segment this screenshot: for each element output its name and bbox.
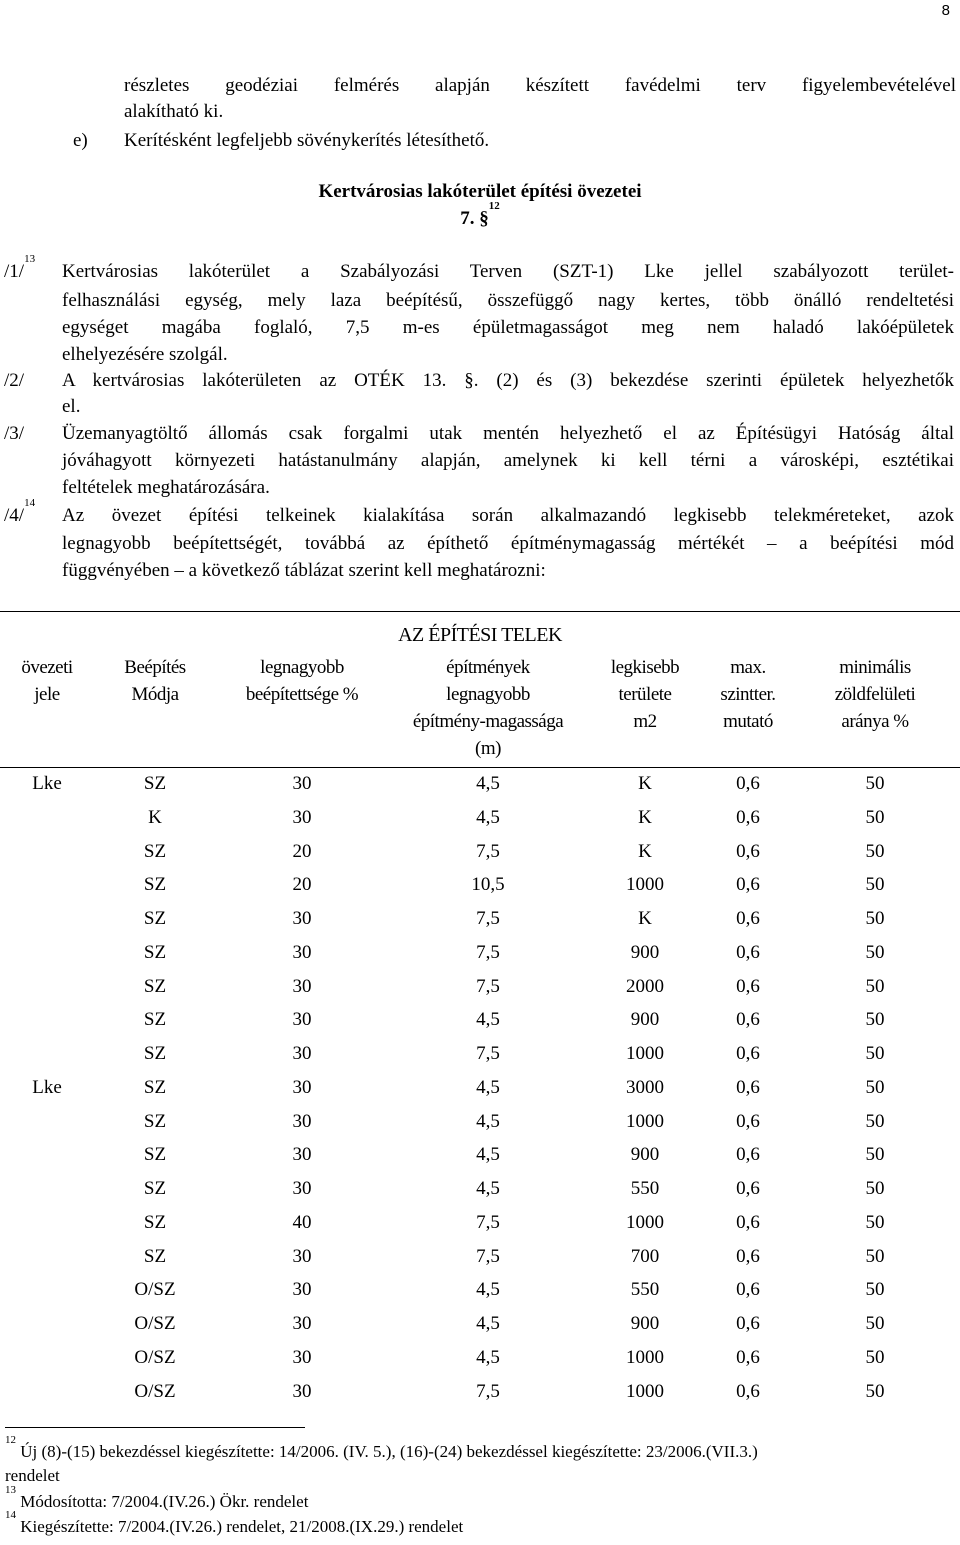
table-cell: 40 xyxy=(292,1211,312,1233)
paragraph-line: elhelyezésére szolgál. xyxy=(62,344,228,365)
table-cell: 0,6 xyxy=(736,1110,760,1132)
table-header-cell: területe xyxy=(618,684,672,705)
table-cell: 1000 xyxy=(626,1043,664,1064)
table-cell: 0,6 xyxy=(736,1076,760,1098)
paragraph-sign xyxy=(420,200,540,230)
footnote-number: 13 xyxy=(5,1484,16,1496)
paragraph-line: Kertvárosias lakóterület a Szabályozási Terven (SZT-1) Lke jellel szabályozott terület- xyxy=(62,261,954,282)
table-cell: 50 xyxy=(865,1144,885,1166)
table-cell: 0,6 xyxy=(736,1043,760,1064)
table-group-title: AZ ÉPÍTÉSI TELEK xyxy=(398,624,562,646)
table-cell: SZ xyxy=(143,1009,167,1031)
table-cell: 50 xyxy=(865,1380,885,1402)
table-header-cell: építmény-magassága xyxy=(412,711,564,732)
table-cell: 4,5 xyxy=(476,1009,500,1031)
table-cell: 50 xyxy=(865,1178,885,1199)
table-header-cell: legnagyobb xyxy=(260,657,344,678)
table-header-cell: legnagyobb xyxy=(446,684,530,705)
table-header-cell: minimális xyxy=(839,657,911,678)
table-cell: 0,6 xyxy=(736,1211,760,1233)
table-cell: SZ xyxy=(143,1043,167,1064)
table-cell: 30 xyxy=(292,806,312,828)
table-cell: 50 xyxy=(865,773,885,794)
table-cell: 50 xyxy=(865,840,885,862)
table-cell: SZ xyxy=(143,908,167,929)
table-header-cell: zöldfelületi xyxy=(834,684,916,705)
table-cell: 4,5 xyxy=(476,773,500,794)
table-cell: 4,5 xyxy=(476,1346,500,1368)
paragraph-line: A kertvárosias lakóterületen az OTÉK 13. §. (2) és (3) bekezdése szerinti épületek helyezhetők xyxy=(62,370,954,391)
table-cell: 4,5 xyxy=(476,1279,500,1301)
table-cell: Lke xyxy=(32,1076,62,1098)
table-cell: 0,6 xyxy=(736,941,760,963)
footnote-number: 12 xyxy=(5,1434,16,1446)
table-cell: 7,5 xyxy=(476,908,500,929)
table-cell: 0,6 xyxy=(736,908,760,929)
table-cell: O/SZ xyxy=(134,1279,176,1301)
table-cell: 50 xyxy=(865,1211,885,1233)
footnote: $^{14}$ Kiegészítette: 7/2004.(IV.26.) rendelet, 21/2008.(IX.29.) rendelet xyxy=(5,1509,464,1536)
table-cell: SZ xyxy=(143,1110,167,1132)
table-cell: 4,5 xyxy=(476,1313,500,1334)
table-cell: 7,5 xyxy=(476,1245,500,1267)
table-cell: 7,5 xyxy=(476,1380,500,1402)
table-header-rule xyxy=(0,767,960,768)
table-cell: 30 xyxy=(292,1009,312,1031)
paragraph-line: egységet magába foglaló, 7,5 m-es épületmagasságot meg nem haladó lakóépületek xyxy=(62,317,954,338)
table-cell: O/SZ xyxy=(134,1346,176,1368)
intro-line-1: részletes geodéziai felmérés alapján készített favédelmi terv figyelembevételével xyxy=(124,75,956,96)
table-cell: 3000 xyxy=(626,1076,664,1098)
table-header-cell: max. xyxy=(730,657,766,678)
table-cell: O/SZ xyxy=(134,1313,176,1334)
table-cell: 0,6 xyxy=(736,1009,760,1031)
paragraph-footnote-ref: 13 xyxy=(24,253,36,265)
table-header-cell: Módja xyxy=(131,684,179,705)
item-e-text: Kerítésként legfeljebb sövénykerítés létesíthető. xyxy=(124,130,490,151)
section-title: Kertvárosias lakóterület építési övezetei xyxy=(318,181,642,202)
table-cell: 50 xyxy=(865,1076,885,1098)
paragraph-line: el. xyxy=(62,396,81,417)
table-cell: 20 xyxy=(292,874,312,896)
table-header-cell: legkisebb xyxy=(610,657,680,678)
table-cell: O/SZ xyxy=(134,1380,176,1402)
item-e-label: e) xyxy=(73,130,88,151)
table-cell: 7,5 xyxy=(476,941,500,963)
table-cell: SZ xyxy=(143,840,167,862)
table-cell: 30 xyxy=(292,1110,312,1132)
table-cell: 30 xyxy=(292,1245,312,1267)
table-cell: 900 xyxy=(630,1313,660,1334)
table-cell: 0,6 xyxy=(736,975,760,997)
table-cell: 50 xyxy=(865,1346,885,1368)
paragraph-line: felhasználási egység, mely laza beépítésű, összefüggő nagy kertes, több önálló rendeltetési xyxy=(62,290,954,311)
table-cell: 1000 xyxy=(626,874,664,896)
footnote-separator xyxy=(5,1427,305,1428)
table-cell: 7,5 xyxy=(476,975,500,997)
table-cell: 30 xyxy=(292,1313,312,1334)
table-cell: 50 xyxy=(865,975,885,997)
table-cell: K xyxy=(638,840,652,862)
table-cell: 1000 xyxy=(626,1211,664,1233)
table-cell: SZ xyxy=(143,975,167,997)
table-cell: 1000 xyxy=(626,1380,664,1402)
table-cell: 7,5 xyxy=(476,1211,500,1233)
table-cell: 900 xyxy=(630,1144,660,1166)
table-header-cell: Beépítés xyxy=(124,657,186,678)
table-cell: SZ xyxy=(143,773,167,794)
table-cell: 700 xyxy=(630,1245,660,1267)
paragraph-label: /1/$^{13}$ xyxy=(4,253,36,282)
table-cell: SZ xyxy=(143,1245,167,1267)
paragraph-line: Üzemanyagtöltő állomás csak forgalmi utak mentén helyezhető el az Építésügyi Hatóság által xyxy=(62,423,954,444)
table-cell: SZ xyxy=(143,874,167,896)
table-cell: 1000 xyxy=(626,1110,664,1132)
paragraph-label: /3/ xyxy=(4,423,25,444)
table-cell: SZ xyxy=(143,1144,167,1166)
intro-line-2: alakítható ki. xyxy=(124,101,224,122)
table-cell: 30 xyxy=(292,1178,312,1199)
table-cell: 0,6 xyxy=(736,1144,760,1166)
table-header-cell: beépítettsége % xyxy=(245,684,359,705)
table-cell: K xyxy=(148,806,162,828)
table-cell: K xyxy=(638,773,652,794)
table-cell: 900 xyxy=(630,941,660,963)
paragraph-label: /2/ xyxy=(4,370,25,391)
table-cell: SZ xyxy=(143,941,167,963)
table-header-cell: aránya % xyxy=(841,711,909,732)
table-cell: 30 xyxy=(292,908,312,929)
table-cell: 50 xyxy=(865,941,885,963)
table-cell: 30 xyxy=(292,1279,312,1301)
paragraph-footnote-ref: 14 xyxy=(24,497,36,509)
table-cell: 30 xyxy=(292,1346,312,1368)
footnote: $^{13}$ Módosította: 7/2004.(IV.26.) Ökr. rendelet xyxy=(5,1484,309,1511)
table-header-cell: jele xyxy=(34,684,60,705)
table-cell: 0,6 xyxy=(736,840,760,862)
table-header-cell: m2 xyxy=(633,711,657,732)
table-cell: 4,5 xyxy=(476,1178,500,1199)
table-cell: 0,6 xyxy=(736,1313,760,1334)
table-cell: 30 xyxy=(292,773,312,794)
table-cell: 4,5 xyxy=(476,1144,500,1166)
table-cell: 50 xyxy=(865,908,885,929)
table-cell: 4,5 xyxy=(476,1110,500,1132)
table-cell: 20 xyxy=(292,840,312,862)
table-cell: SZ xyxy=(143,1076,167,1098)
page-number: 8 xyxy=(941,2,950,19)
table-cell: 30 xyxy=(292,975,312,997)
table-cell: 50 xyxy=(865,1245,885,1267)
table-top-rule xyxy=(0,611,960,612)
table-cell: 30 xyxy=(292,1144,312,1166)
table-cell: 4,5 xyxy=(476,1076,500,1098)
table-cell: Lke xyxy=(32,773,62,794)
table-cell: 50 xyxy=(865,1110,885,1132)
table-cell: 30 xyxy=(292,941,312,963)
table-cell: 550 xyxy=(630,1178,660,1199)
footnote-number: 14 xyxy=(5,1509,16,1521)
table-cell: 4,5 xyxy=(476,806,500,828)
table-cell: 1000 xyxy=(626,1346,664,1368)
table-cell: 50 xyxy=(865,1279,885,1301)
table-cell: 0,6 xyxy=(736,1380,760,1402)
table-cell: 0,6 xyxy=(736,874,760,896)
table-cell: 7,5 xyxy=(476,1043,500,1064)
table-cell: K xyxy=(638,806,652,828)
footnote-continuation: rendelet xyxy=(5,1466,60,1485)
table-header-cell: szintter. xyxy=(720,684,776,705)
table-header-cell: övezeti xyxy=(21,657,73,678)
footnote: $^{12}$ Új (8)-(15) bekezdéssel kiegészítette: 14/2006. (IV. 5.), (16)-(24) bekezdéssel kiegészítette: 23/2006.(VII.3.) xyxy=(5,1434,758,1461)
table-cell: 0,6 xyxy=(736,1178,760,1199)
table-cell: 10,5 xyxy=(471,874,505,896)
table-cell: K xyxy=(638,908,652,929)
table-cell: 0,6 xyxy=(736,806,760,828)
table-cell: 30 xyxy=(292,1076,312,1098)
table-cell: 30 xyxy=(292,1380,312,1402)
table-cell: 0,6 xyxy=(736,1279,760,1301)
table-cell: 50 xyxy=(865,1009,885,1031)
table-cell: 7,5 xyxy=(476,840,500,862)
table-cell: 2000 xyxy=(626,975,664,997)
paragraph-line: jóváhagyott környezeti hatástanulmány alapján, amelynek ki kell térni a városképi, esztétikai xyxy=(62,450,954,471)
table-cell: 0,6 xyxy=(736,773,760,794)
table-cell: SZ xyxy=(143,1178,167,1199)
table-cell: 900 xyxy=(630,1009,660,1031)
paragraph-line: Az övezet építési telkeinek kialakítása során alkalmazandó legkisebb telekméreteket, azok xyxy=(62,505,954,526)
paragraph-label: /4/$^{14}$ xyxy=(4,497,36,526)
paragraph-sign-text: 7. § xyxy=(460,208,489,229)
paragraph-line: feltételek meghatározására. xyxy=(62,477,270,498)
table-cell: 550 xyxy=(630,1279,660,1301)
table-cell: SZ xyxy=(143,1211,167,1233)
table-cell: 30 xyxy=(292,1043,312,1064)
table-cell: 0,6 xyxy=(736,1346,760,1368)
table-cell: 50 xyxy=(865,1043,885,1064)
paragraph-sign-sup: 12 xyxy=(488,200,500,212)
table-cell: 50 xyxy=(865,874,885,896)
table-header-cell: (m) xyxy=(475,738,501,759)
table-cell: 0,6 xyxy=(736,1245,760,1267)
table-cell: 50 xyxy=(865,1313,885,1334)
table-header-cell: építmények xyxy=(446,657,530,678)
paragraph-line: függvényében – a következő táblázat szerint kell meghatározni: xyxy=(62,560,546,581)
table-header-cell: mutató xyxy=(723,711,773,732)
table-cell: 50 xyxy=(865,806,885,828)
paragraph-line: legnagyobb beépítettségét, továbbá az építhető építménymagasság mértékét – a beépítési mód xyxy=(62,533,954,554)
